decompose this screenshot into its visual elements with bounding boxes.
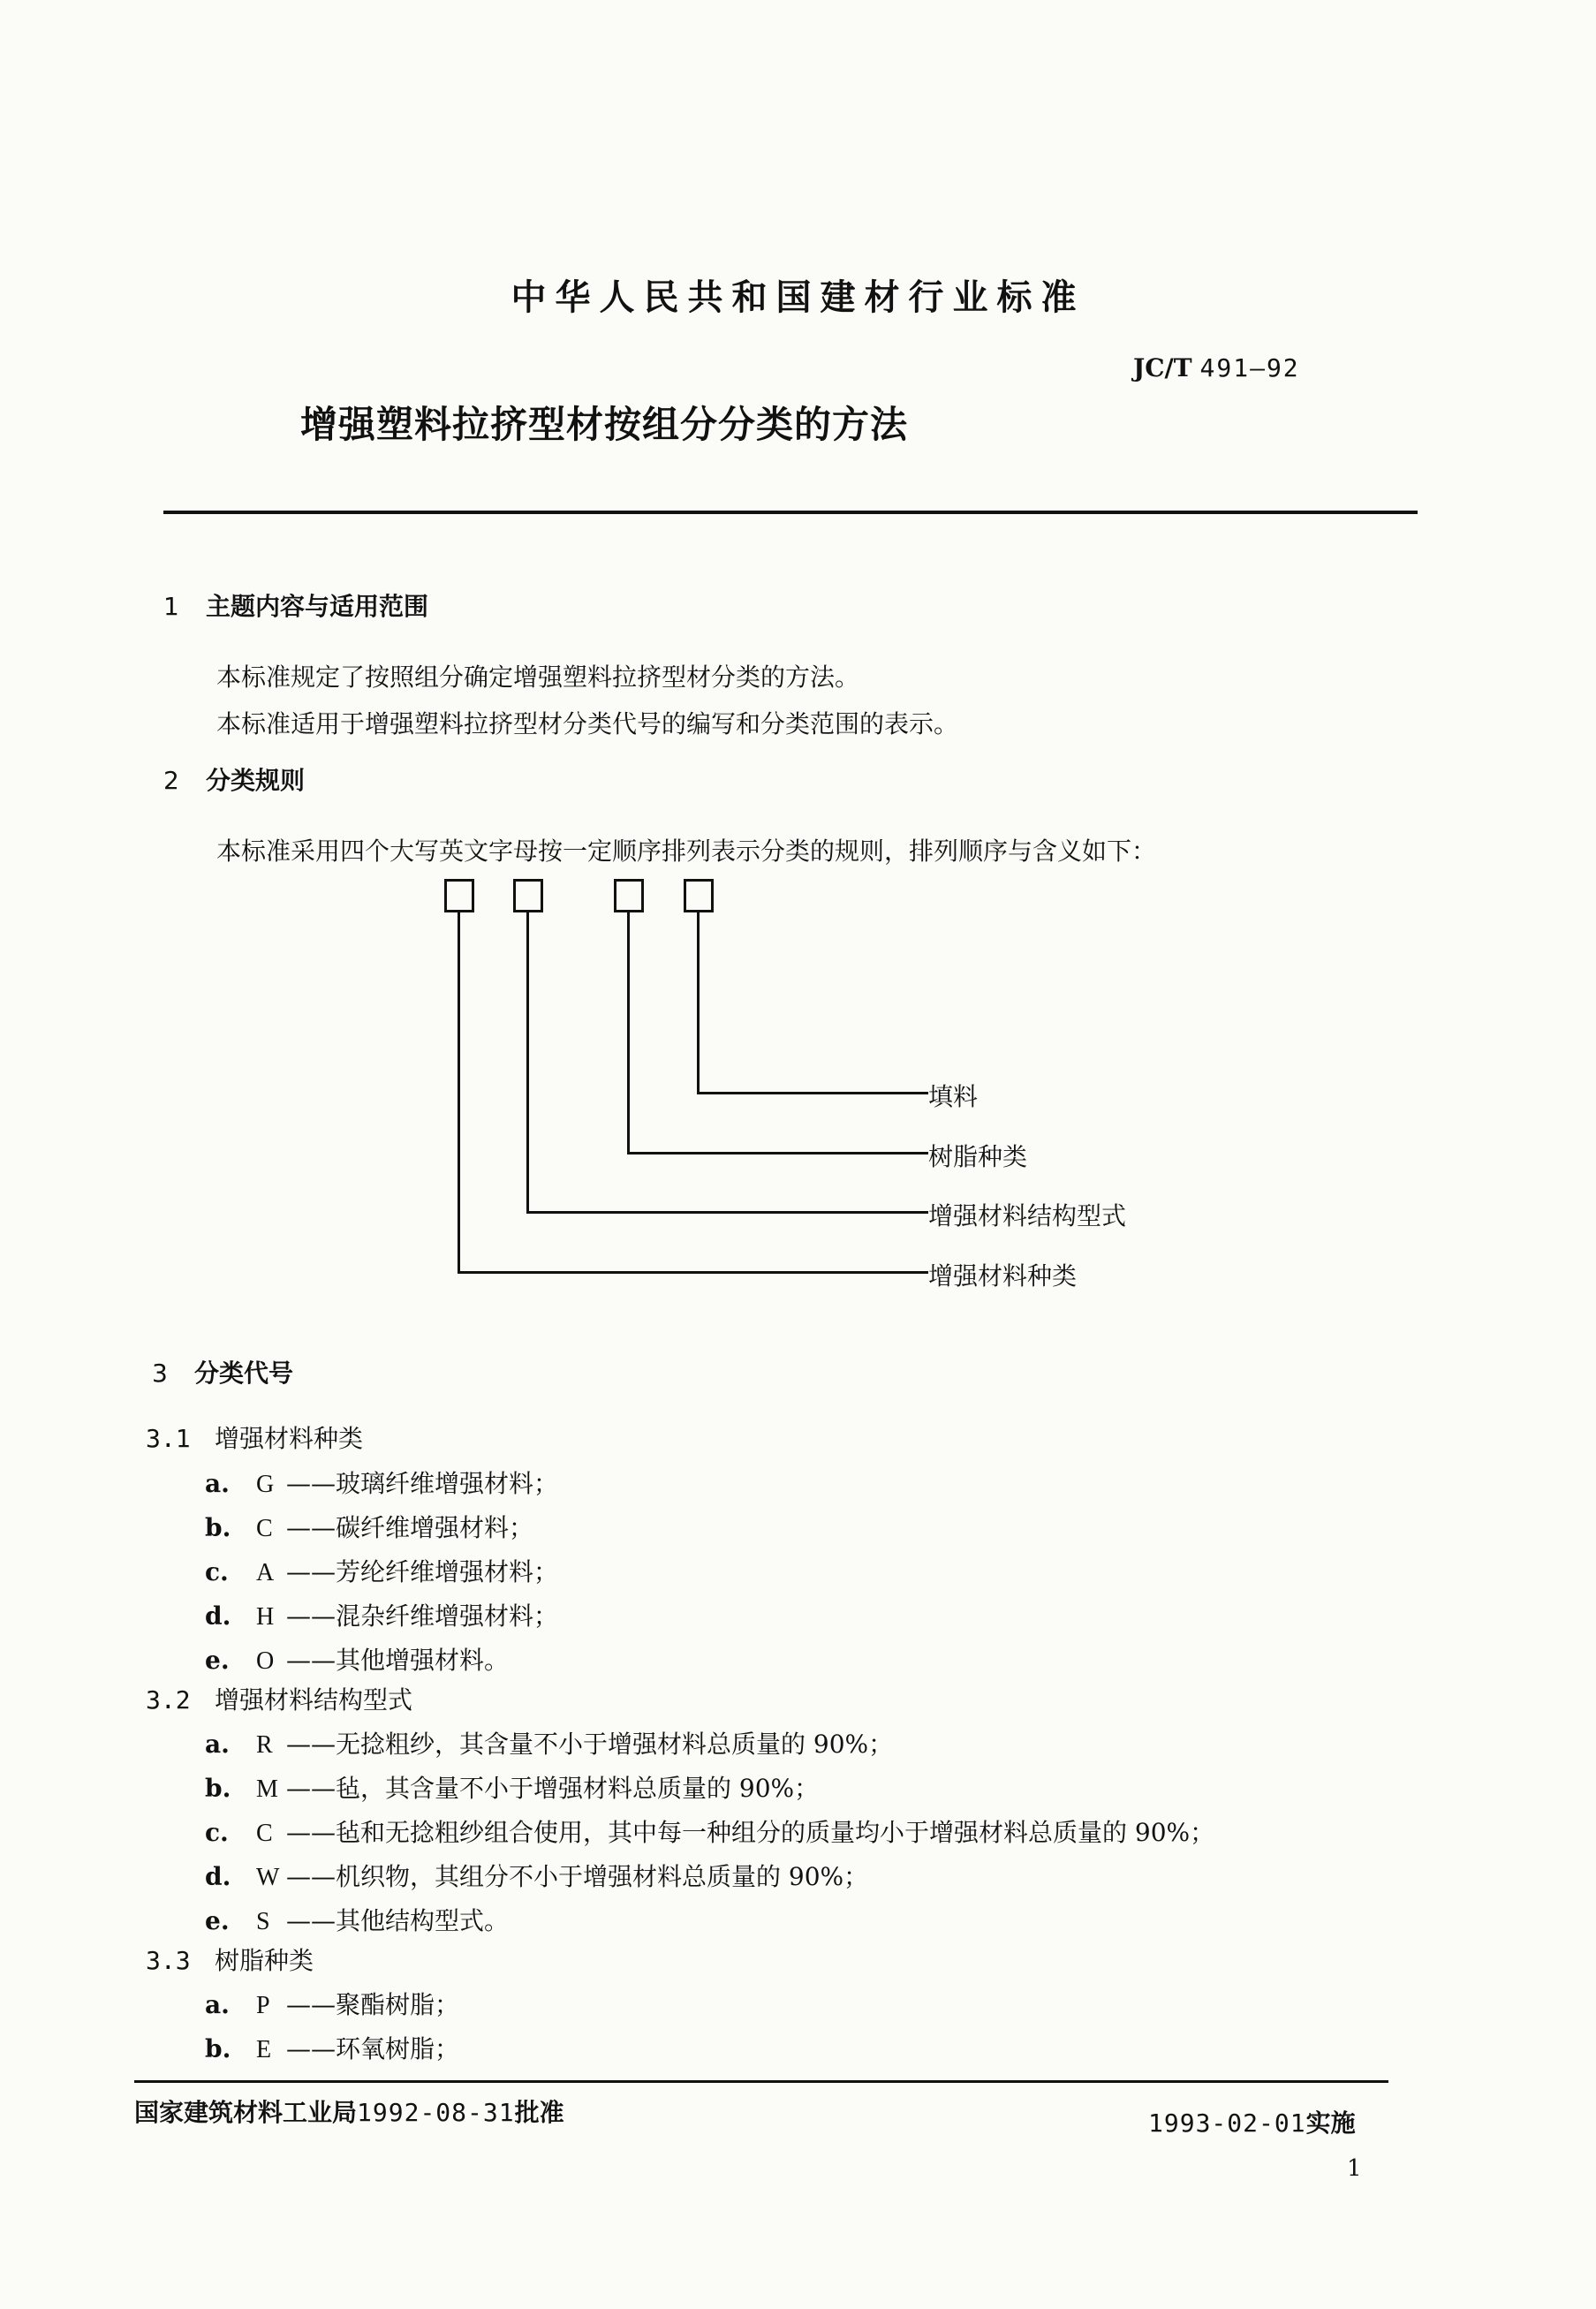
section-title: 主题内容与适用范围	[206, 592, 429, 621]
list-item: e. O ——其他增强材料。	[205, 1646, 510, 1675]
standard-prefix: JC/T	[1133, 353, 1192, 382]
subsection-3-1-heading	[146, 1419, 363, 1455]
diagram-label-reinforcement: 增强材料种类	[928, 1261, 1078, 1291]
effective-line	[1148, 2104, 1356, 2139]
connector-line	[627, 912, 630, 1154]
connector-line	[458, 1271, 928, 1274]
connector-line	[458, 912, 460, 1273]
subsection-title: 增强材料结构型式	[215, 1685, 413, 1715]
connector-line	[627, 1152, 928, 1154]
section-number: 2	[163, 766, 179, 795]
subsection-title: 增强材料种类	[215, 1424, 364, 1453]
list-item: b. E ——环氧树脂；	[205, 2034, 460, 2063]
standard-category: 中华人民共和国建材行业标准	[511, 277, 1085, 318]
section-1-para-2: 本标准适用于增强塑料拉挤型材分类代号的编写和分类范围的表示。	[216, 709, 959, 738]
header-divider	[163, 511, 1418, 514]
subsection-number: 3.2	[146, 1685, 191, 1715]
code-box-4	[684, 879, 714, 912]
section-number: 3	[152, 1359, 168, 1388]
code-box-1	[444, 879, 474, 912]
approval-suffix: 批准	[514, 2098, 564, 2127]
section-2-para: 本标准采用四个大写英文字母按一定顺序排列表示分类的规则，排列顺序与含义如下：	[216, 837, 1157, 866]
list-item: a. P ——聚酯树脂；	[205, 1990, 460, 2019]
diagram-label-filler: 填料	[928, 1082, 979, 1111]
page-number: 1	[1347, 2155, 1362, 2182]
list-item: c. C ——毡和无捻粗纱组合使用，其中每一种组分的质量均小于增强材料总质量的 90%；	[205, 1818, 1215, 1847]
connector-line	[697, 912, 700, 1094]
subsection-title: 树脂种类	[215, 1946, 314, 1975]
standard-number: 491—92	[1199, 353, 1300, 382]
document-title: 增强塑料拉挤型材按组分分类的方法	[300, 403, 909, 446]
connector-line	[526, 912, 529, 1213]
section-3-heading	[152, 1354, 293, 1389]
list-item: e. S ——其他结构型式。	[205, 1906, 510, 1935]
code-box-3	[614, 879, 644, 912]
section-2-heading	[163, 761, 305, 797]
subsection-3-3-heading	[146, 1942, 314, 1977]
list-item: b. C ——碳纤维增强材料；	[205, 1513, 534, 1542]
list-item: b. M ——毡，其含量不小于增强材料总质量的 90%；	[205, 1774, 820, 1803]
section-number: 1	[163, 592, 179, 621]
code-box-2	[513, 879, 543, 912]
section-1-heading	[163, 587, 428, 623]
list-item: a. G ——玻璃纤维增强材料；	[205, 1469, 559, 1498]
effective-date: 1993-02-01	[1148, 2108, 1306, 2138]
effective-suffix: 实施	[1305, 2108, 1356, 2138]
approver: 国家建筑材料工业局	[134, 2098, 358, 2127]
connector-line	[697, 1092, 928, 1094]
diagram-label-resin: 树脂种类	[928, 1142, 1028, 1171]
approval-line	[134, 2093, 564, 2129]
subsection-3-2-heading	[146, 1681, 412, 1716]
subsection-number: 3.1	[146, 1424, 191, 1453]
standard-code	[1133, 353, 1300, 382]
footer-divider	[134, 2080, 1388, 2083]
list-item: d. W ——机织物，其组分不小于增强材料总质量的 90%；	[205, 1862, 869, 1891]
approval-date: 1992-08-31	[357, 2098, 515, 2127]
subsection-number: 3.3	[146, 1946, 191, 1975]
diagram-label-structure: 增强材料结构型式	[928, 1201, 1127, 1230]
section-1-para-1: 本标准规定了按照组分确定增强塑料拉挤型材分类的方法。	[216, 662, 860, 692]
connector-line	[526, 1211, 928, 1214]
list-item: a. R ——无捻粗纱，其含量不小于增强材料总质量的 90%；	[205, 1730, 894, 1759]
section-title: 分类规则	[206, 766, 306, 795]
list-item: d. H ——混杂纤维增强材料；	[205, 1601, 559, 1631]
list-item: c. A ——芳纶纤维增强材料；	[205, 1557, 559, 1586]
section-title: 分类代号	[194, 1359, 294, 1388]
